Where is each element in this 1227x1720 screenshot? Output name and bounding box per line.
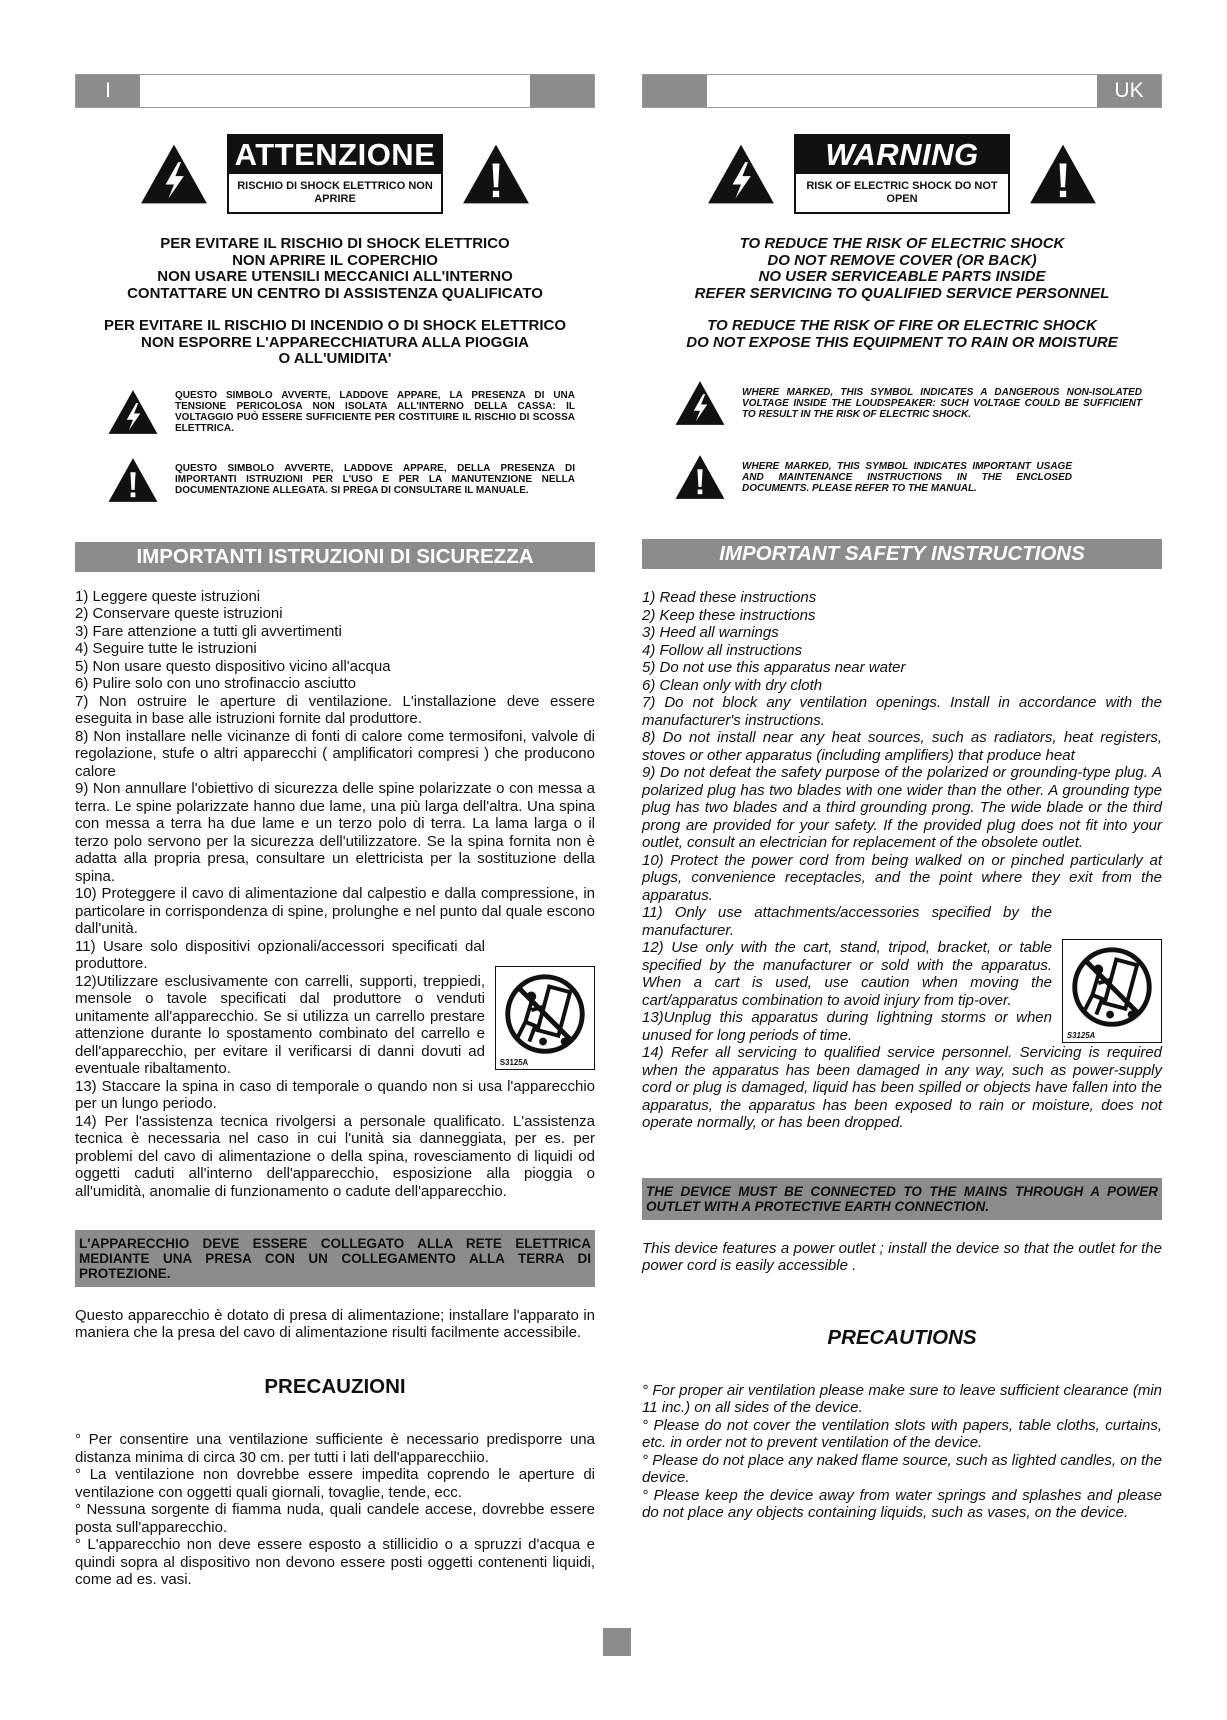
exclamation-triangle-icon [107,456,159,504]
section-heading-precautions: PRECAUZIONI [264,1375,406,1398]
symbol-explanation-voltage: WHERE MARKED, THIS SYMBOL INDICATES A DANGEROUS NON-ISOLATED VOLTAGE INSIDE THE LOUDSPEAKER: SUCH VOLTAGE COULD BE SUFFICIENT TO RESULT IN THE RISK OF ELECTRIC SHOCK. [674,379,1162,427]
shock-warning-text: TO REDUCE THE RISK OF ELECTRIC SHOCK DO NOT REMOVE COVER (OR BACK) NO USER SERVICEABLE PARTS INSIDE REFER SERVICING TO QUALIFIED SERVICE PERSONNEL [694,235,1110,302]
list-item: 14) Per l'assistenza tecnica rivolgersi a personale qualificato. L'assistenza tecnica è necessaria nel caso in cui l'unità sia danneggiata, per es. per problemi del cavo di alimentazione o della spina, rovesciamento di liquidi od oggetti caduti all'interno dell'apparecchio, esposizione alla pioggia o all'umidità, anomalie di funzionamento o cadute dell'apparecchio. [75,1112,595,1200]
list-item: 9) Do not defeat the safety purpose of the polarized or grounding-type plug. A polarized plug has two blades with one wider than the other. A grounding type plug has two blades and a third grounding prong. The wide blade or the third prong are provided for your safety. If the provided plug does not fit into your outlet, consult an electrician for replacement of the obsolete outlet. [642,764,1162,851]
lightning-triangle-icon [706,142,776,206]
list-item: 14) Refer all servicing to qualified service personnel. Servicing is required when the apparatus has been damaged in any way, such as power-supply cord or plug is damaged, liquid has been spilled or objects have fallen into the apparatus, the apparatus has been exposed to rain or moisture, does not operate normally, or has been dropped. [642,1044,1162,1131]
language-tag: UK [1097,75,1161,107]
symbol-explanation-instructions: QUESTO SIMBOLO AVVERTE, LADDOVE APPARE, DELLA PRESENZA DI IMPORTANTI ISTRUZIONI PER L'USO E PER LA MANUTENZIONE NELLA DOCUMENTAZIONE ALLEGATA. SI PREGA DI CONSULTARE IL MANUALE. [107,456,595,504]
section-heading-precautions: PRECAUTIONS [827,1325,977,1349]
warning-box [794,134,1010,214]
cart-tip-over-icon [1062,939,1162,1043]
list-item: 6) Clean only with dry cloth [642,676,823,694]
list-item: 4) Seguire tutte le istruzioni [75,640,257,657]
page-number-marker [603,1628,631,1656]
list-item: 12) Use only with the cart, stand, tripod, bracket, or table specified by the manufacturer or sold with the apparatus. When a cart is used, use caution when moving the cart/apparatus combination to avoid injury from tip-over. [642,939,1052,1009]
list-item: 10) Protect the power cord from being walked on or pinched particularly at plugs, convenience receptacles, and the point where they exit from the apparatus. [642,851,1162,904]
section-heading-safety: IMPORTANT SAFETY INSTRUCTIONS [642,539,1162,569]
outlet-text: This device features a power outlet ; install the device so that the outlet for the power cord is easily accessible . [642,1239,1162,1274]
list-item: 8) Non installare nelle vicinanze di fonti di calore come termosifoni, valvole di regolazione, stufe o altri apparecchi ( amplificatori compresi ) che producono calore [75,727,595,780]
precautions-list [642,1382,1162,1522]
warning-title: WARNING [796,136,1008,174]
lightning-triangle-icon [107,388,159,436]
list-item: 3) Fare attenzione a tutti gli avvertimenti [75,622,342,640]
list-item: ° Please do not place any naked flame source, such as lighted candles, on the device. [642,1451,1162,1486]
list-item: ° Please do not cover the ventilation slots with papers, table cloths, curtains, etc. in order not to prevent ventilation of the device. [642,1416,1162,1451]
shock-warning-text: PER EVITARE IL RISCHIO DI SHOCK ELETTRICO NON APRIRE IL COPERCHIO NON USARE UTENSILI MECCANICI ALL'INTERNO CONTATTARE UN CENTRO DI ASSISTENZA QUALIFICATO [127,235,543,302]
list-item: ° Please keep the device away from water springs and splashes and please do not place any objects containing liquids, such as vases, on the device. [642,1486,1162,1521]
list-item: 1) Read these instructions [642,589,817,606]
column-english [642,74,1162,1522]
list-item: ° Nessuna sorgente di fiamma nuda, quali candele accese, dovrebbe essere posta sull'apparecchio. [75,1501,595,1536]
list-item: 13) Staccare la spina in caso di temporale o quando non si usa l'apparecchio per un lungo periodo. [75,1077,595,1112]
precautions-list [75,1431,595,1589]
section-heading-safety: IMPORTANTI ISTRUZIONI DI SICUREZZA [75,542,595,572]
warning-title: ATTENZIONE [229,136,441,174]
language-bar-it [75,74,595,108]
cart-tip-over-icon [495,966,595,1070]
language-tag: I [76,75,140,107]
list-item: 7) Do not block any ventilation openings. Install in accordance with the manufacturer's instructions. [642,694,1162,729]
warning-row [75,134,595,214]
list-item: 9) Non annullare l'obiettivo di sicurezza delle spine polarizzate o con messa a terra. Le spine polarizzate hanno due lame, una più larga dell'altra. Una spina con messa a terra ha due lame e un terzo polo di terra. La lama larga o il terzo polo servono per la sicurezza dell'utilizzatore. Se la spina fornita non è adatta alla propria presa, consultare un elettricista per la sostituzione della spina. [75,780,595,885]
list-item: 7) Non ostruire le aperture di ventilazione. L'installazione deve essere eseguita in base alle istruzioni fornite dal produttore. [75,692,595,727]
list-item: 11) Only use attachments/accessories specified by the manufacturer. [642,904,1052,939]
column-italian [75,74,595,1589]
exclamation-triangle-icon [674,453,726,501]
list-item: 5) Do not use this apparatus near water [642,659,906,676]
warning-row [642,134,1162,214]
safety-instructions-list [75,588,595,1201]
lightning-triangle-icon [139,142,209,206]
earth-connection-notice: L'APPARECCHIO DEVE ESSERE COLLEGATO ALLA RETE ELETTRICA MEDIANTE UNA PRESA CON UN COLLEGAMENTO ALLA TERRA DI PROTEZIONE. [75,1230,595,1287]
list-item: 4) Follow all instructions [642,641,803,659]
list-item: ° L'apparecchio non deve essere esposto a stillicidio o a spruzzi d'acqua e quindi sopra al dispositivo non devono essere posti oggetti contenenti liquidi, come ad es. vasi. [75,1536,595,1588]
list-item: 6) Pulire solo con uno strofinaccio asciutto [75,675,356,692]
symbol-explanation-instructions: WHERE MARKED, THIS SYMBOL INDICATES IMPORTANT USAGE AND MAINTENANCE INSTRUCTIONS IN THE ENCLOSED DOCUMENTS. PLEASE REFER TO THE MANUAL. [674,453,1162,501]
exclamation-triangle-icon [461,142,531,206]
symbol-explanation-voltage: QUESTO SIMBOLO AVVERTE, LADDOVE APPARE, LA PRESENZA DI UNA TENSIONE PERICOLOSA NON ISOLATA ALL'INTERNO DELLA CASSA: IL VOLTAGGIO PUÒ ESSERE SUFFICIENTE PER COSTITUIRE IL RISCHIO DI SCOSSA ELETTRICA. [107,388,595,436]
fire-warning-text: PER EVITARE IL RISCHIO DI INCENDIO O DI SHOCK ELETTRICO NON ESPORRE L'APPARECCHIATURA ALLA PIOGGIA O ALL'UMIDITA' [104,317,566,367]
list-item: 1) Leggere queste istruzioni [75,587,261,605]
list-item: 11) Usare solo dispositivi opzionali/accessori specificati dal produttore. [75,937,485,972]
list-item: 3) Heed all warnings [642,624,779,641]
list-item: ° For proper air ventilation please make sure to leave sufficient clearance (min 11 inc.) on all sides of the device. [642,1381,1162,1416]
list-item: 2) Keep these instructions [642,606,816,624]
list-item: 5) Non usare questo dispositivo vicino all'acqua [75,657,391,675]
list-item: ° La ventilazione non dovrebbe essere impedita coprendo le aperture di ventilazione con oggetti quali giornali, tovaglie, tende, ecc. [75,1466,595,1501]
safety-instructions-list [642,589,1162,1132]
list-item: 13)Unplug this apparatus during lightning storms or when unused for long periods of time. [642,1009,1052,1044]
fire-warning-text: TO REDUCE THE RISK OF FIRE OR ELECTRIC SHOCK DO NOT EXPOSE THIS EQUIPMENT TO RAIN OR MOISTURE [686,317,1118,351]
outlet-text: Questo apparecchio è dotato di presa di alimentazione; installare l'apparato in maniera che la presa del cavo di alimentazione risulti facilmente accessibile. [75,1307,595,1341]
warning-subtitle: RISK OF ELECTRIC SHOCK DO NOT OPEN [806,180,998,205]
list-item: 8) Do not install near any heat sources, such as radiators, heat registers, stoves or other apparatus (including amplifiers) that produce heat [642,729,1162,764]
earth-connection-notice: THE DEVICE MUST BE CONNECTED TO THE MAINS THROUGH A POWER OUTLET WITH A PROTECTIVE EARTH CONNECTION. [642,1178,1162,1220]
exclamation-triangle-icon [1028,142,1098,206]
list-item: 2) Conservare queste istruzioni [75,605,283,622]
list-item: ° Per consentire una ventilazione sufficiente è necessario predisporre una distanza minima di circa 30 cm. per tutti i lati dell'apparecchiio. [75,1431,595,1466]
warning-subtitle: RISCHIO DI SHOCK ELETTRICO NON APRIRE [237,180,433,205]
lightning-triangle-icon [674,379,726,427]
list-item: 12)Utilizzare esclusivamente con carrelli, supporti, treppiedi, mensole o tavole specificati dal produttore o venduti unitamente all'apparecchio. Se si utilizza un carrello prestare attenzione durante lo spostamento combinato del carrello e dell'apparecchio, per evitare il verificarsi di danni dovuti ad eventuale ribaltamento. [75,972,485,1077]
list-item: 10) Proteggere il cavo di alimentazione dal calpestio e dalla compressione, in particolare in corrispondenza di spine, prolunghe e nel punto dal quale escono dall'unità. [75,885,595,937]
warning-box [227,134,443,214]
language-bar-uk [642,74,1162,108]
